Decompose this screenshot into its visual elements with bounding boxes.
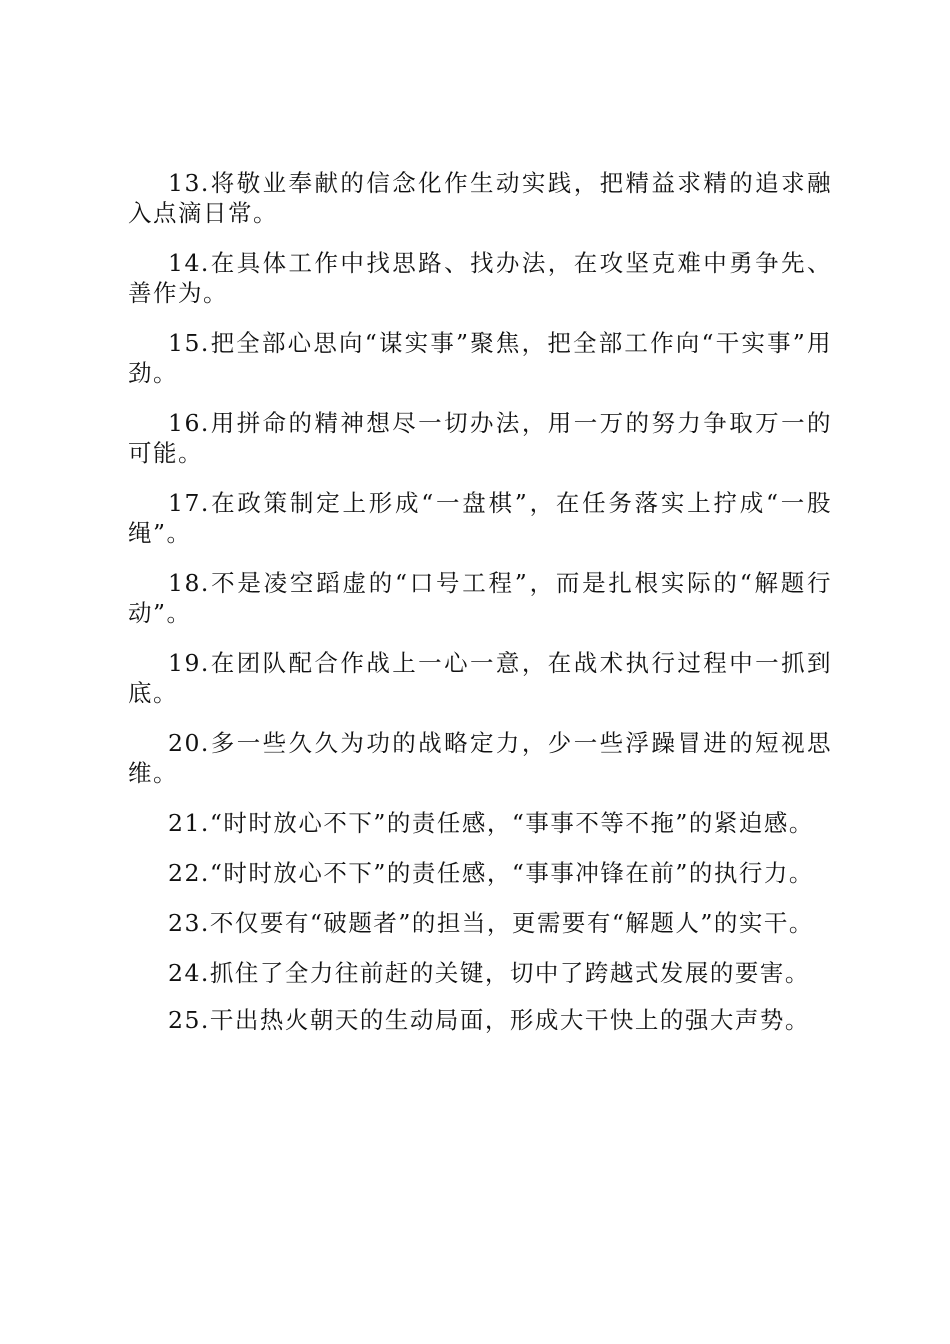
paragraph-16: 16.用拼命的精神想尽一切办法，用一万的努力争取万一的可能。: [128, 409, 832, 467]
paragraph-20: 20.多一些久久为功的战略定力，少一些浮躁冒进的短视思维。: [128, 729, 832, 787]
paragraph-23: 23.不仅要有“破题者”的担当，更需要有“解题人”的实干。: [168, 909, 814, 937]
document-body: [128, 168, 832, 1052]
paragraph-19: 19.在团队配合作战上一心一意，在战术执行过程中一抓到底。: [128, 649, 832, 707]
paragraph-24: 24.抓住了全力往前赶的关键，切中了跨越式发展的要害。: [168, 959, 810, 987]
paragraph-13: 13.将敬业奉献的信念化作生动实践，把精益求精的追求融入点滴日常。: [128, 169, 832, 227]
paragraph-25: 25.干出热火朝天的生动局面，形成大干快上的强大声势。: [168, 1006, 810, 1034]
paragraph-17: 17.在政策制定上形成“一盘棋”，在任务落实上拧成“一股绳”。: [128, 489, 832, 547]
paragraph-21: 21.“时时放心不下”的责任感，“事事不等不拖”的紧迫感。: [168, 809, 814, 837]
paragraph-18: 18.不是凌空蹈虚的“口号工程”，而是扎根实际的“解题行动”。: [128, 569, 832, 627]
paragraph-15: 15.把全部心思向“谋实事”聚焦，把全部工作向“干实事”用劲。: [128, 329, 832, 387]
paragraph-14: 14.在具体工作中找思路、找办法，在攻坚克难中勇争先、善作为。: [128, 249, 832, 307]
paragraph-22: 22.“时时放心不下”的责任感，“事事冲锋在前”的执行力。: [168, 859, 814, 887]
